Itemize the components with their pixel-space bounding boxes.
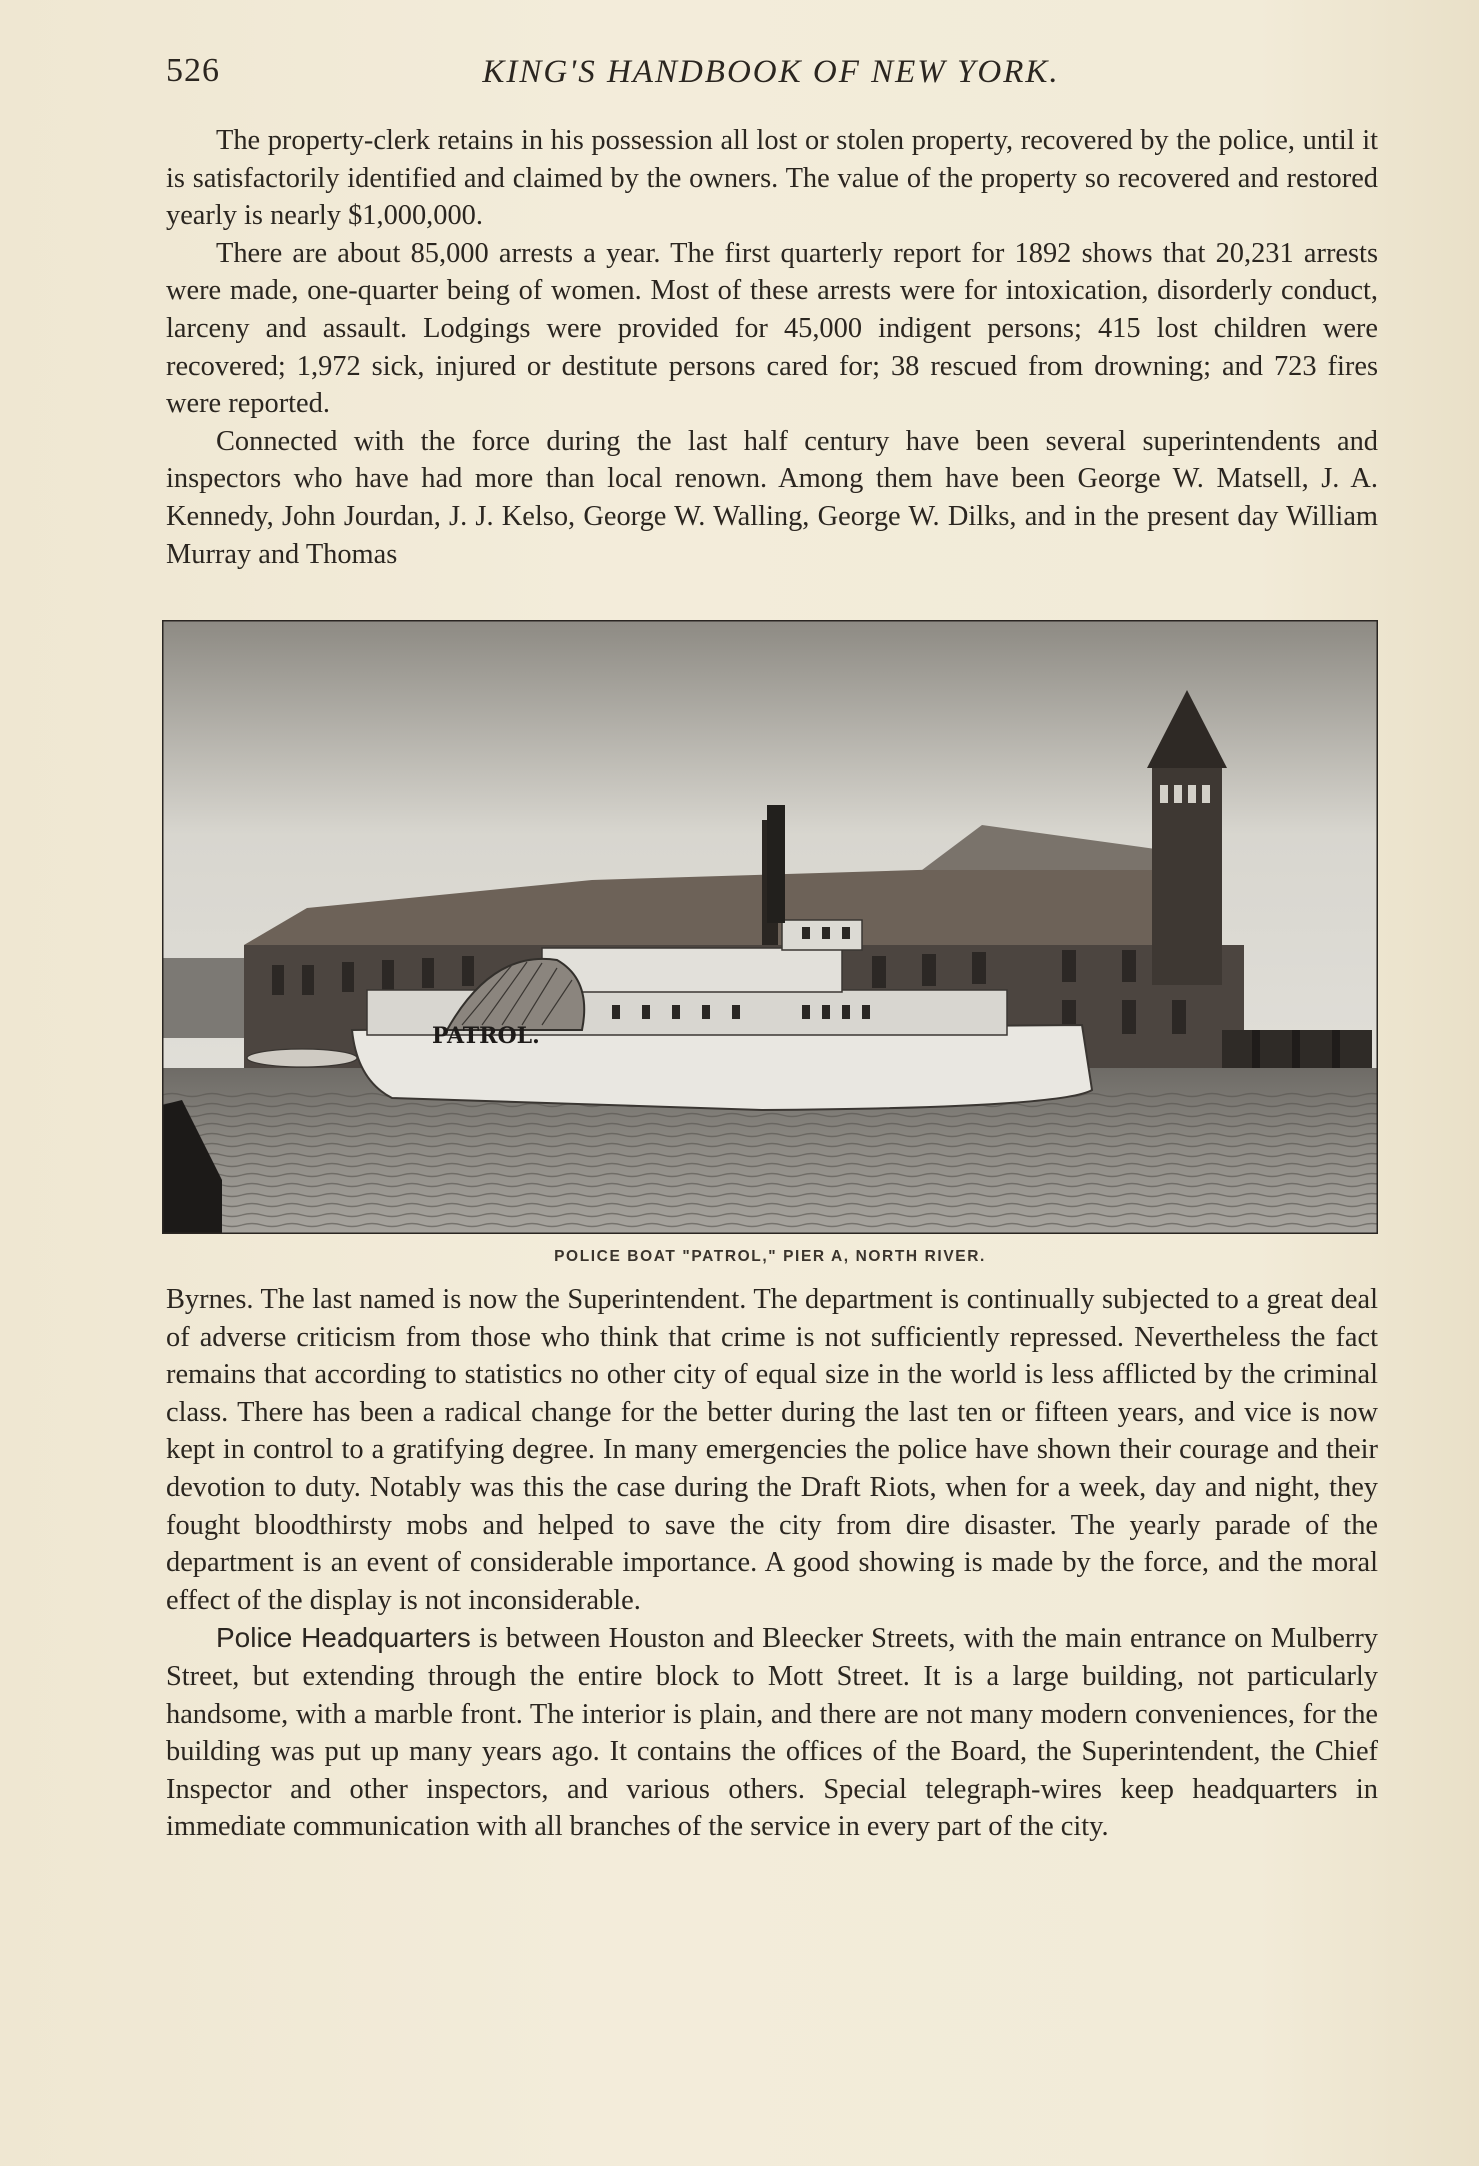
running-title: KING'S HANDBOOK OF NEW YORK. (482, 54, 1060, 90)
paragraph-property-clerk: The property-clerk retains in his possession all lost or stolen property, recovered by the police, until it is satisfactorily identified and claimed by the owners. The value of the property so recovered and restored yearly is nearly $1,000,000. (166, 125, 1378, 232)
figure-caption: POLICE BOAT "PATROL," PIER A, NORTH RIVER. (554, 1248, 986, 1265)
paragraph-police-headquarters (166, 1619, 1378, 1846)
page-number: 526 (166, 52, 220, 89)
heading-police-headquarters: Police Headquarters (216, 1622, 471, 1654)
paragraph-arrests: There are about 85,000 arrests a year. The first quarterly report for 1892 shows that 20,231 arrests were made, one-quarter being of women. Most of these arrests were for intoxication, disorderly conduct, larceny and assault. Lodgings were provided for 45,000 indigent persons; 415 lost children were recovered; 1,972 sick, injured or destitute persons cared for; 38 rescued from drowning; and 723 fires were reported. (166, 237, 1378, 420)
headquarters-text: is between Houston and Bleecker Streets, with the main entrance on Mulberry Street, but extending through the entire block to Mott Street. It is a large building, not particularly handsome, with a marble front. The interior is plain, and there are not many modern conveniences, for the building was put up many years ago. It contains the offices of the Board, the Superintendent, the Chief Inspector and other inspectors, and various others. Special telegraph-wires keep headquarters in immediate communication with all branches of the service in every part of the city. (166, 1623, 1378, 1843)
figure-police-boat-photo (162, 620, 1378, 1234)
text-block-bottom (166, 1281, 1378, 1846)
page-header (166, 52, 1376, 102)
paragraph-byrnes-continuation: Byrnes. The last named is now the Superintendent. The department is continually subjected to a great deal of adverse criticism from those who think that crime is not sufficiently repressed. Nevertheless the fact remains that according to statistics no other city of equal size in the world is less afflicted by the criminal class. There has been a radical change for the better during the last ten or fifteen years, and vice is now kept in control to a gratifying degree. In many emergencies the police have shown their courage and their devotion to duty. Notably was this the case during the Draft Riots, when for a week, day and night, they fought bloodthirsty mobs and helped to save the city from dire disaster. The yearly parade of the department is an event of considerable importance. A good showing is made by the force, and the moral effect of the display is not inconsiderable. (166, 1284, 1378, 1616)
paragraph-superintendents: Connected with the force during the last half century have been several superintendents and inspectors who have had more than local renown. Among them have been George W. Matsell, J. A. Kennedy, John Jourdan, J. J. Kelso, George W. Walling, George W. Dilks, and in the present day William Murray and Thomas (166, 425, 1378, 570)
photo-illustration (162, 620, 1378, 1234)
text-block-top (166, 122, 1378, 573)
boat-name-label: PATROL. (432, 1023, 540, 1049)
distant-shore (162, 958, 252, 1038)
